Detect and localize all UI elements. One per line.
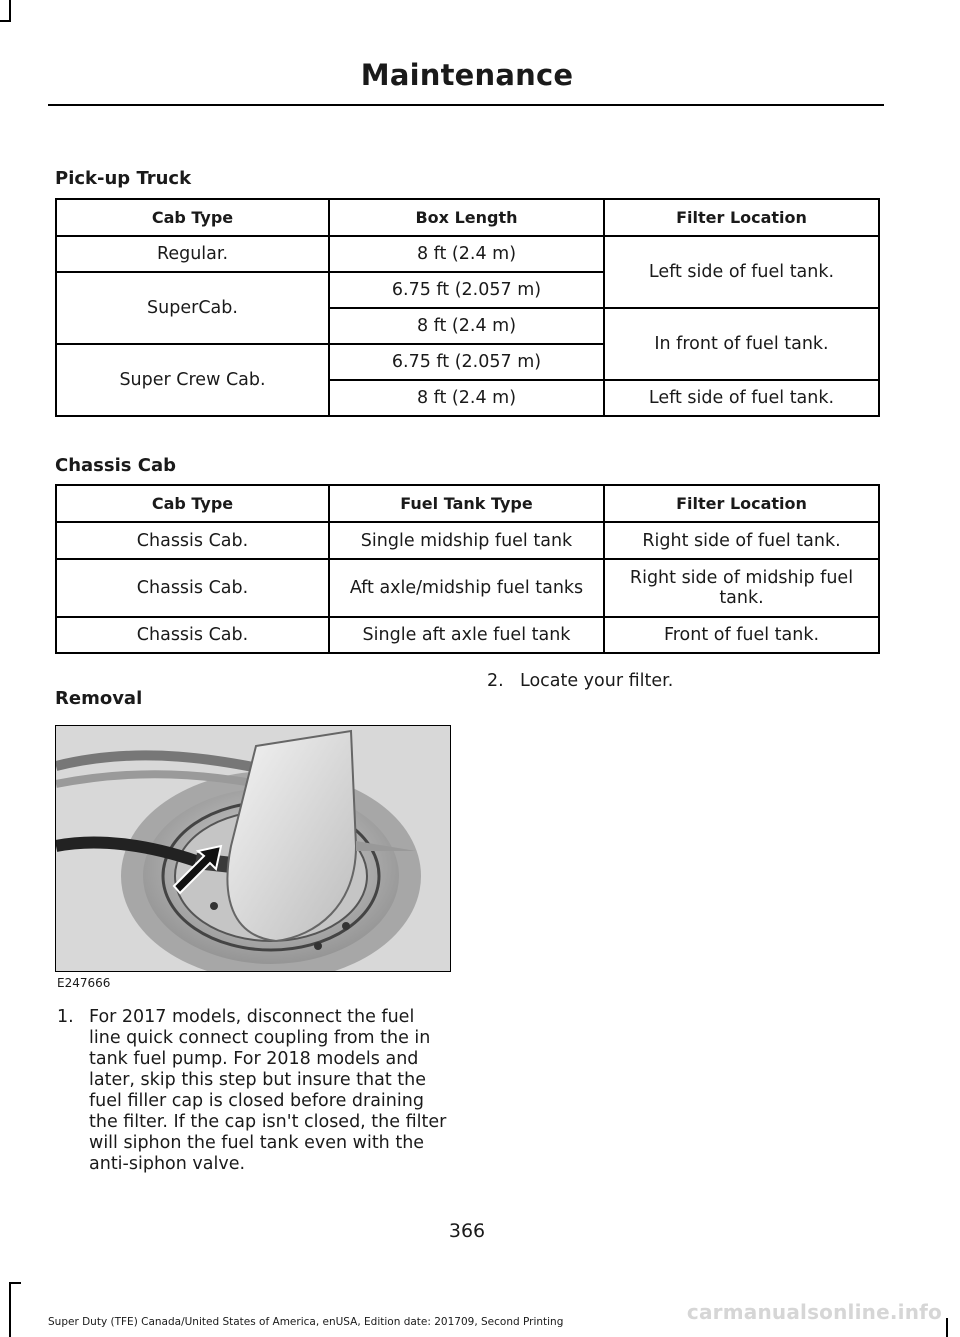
box-length-cell: 6.75 ft (2.057 m) (329, 344, 604, 380)
header-divider (48, 104, 884, 106)
crop-mark-bottom-right-v (946, 1318, 948, 1337)
pickup-heading: Pick-up Truck (55, 168, 192, 189)
box-length-cell: 6.75 ft (2.057 m) (329, 272, 604, 308)
step-2-number: 2. (487, 671, 504, 691)
table-row (56, 559, 879, 617)
step-1-number: 1. (57, 1007, 74, 1027)
footer-edition-info: Super Duty (TFE) Canada/United States of America, enUSA, Edition date: 201709, Second Printing (48, 1316, 564, 1328)
table-row (56, 522, 879, 559)
filter-location-cell: Left side of fuel tank. (604, 380, 879, 416)
filter-location-cell: Left side of fuel tank. (604, 236, 879, 308)
step-2-text: Locate your filter. (520, 671, 674, 691)
cab-type-cell: Super Crew Cab. (56, 344, 329, 416)
cab-type-cell: Chassis Cab. (56, 617, 329, 653)
crop-mark-bottom-left-v (9, 1282, 11, 1337)
box-length-cell: 8 ft (2.4 m) (329, 380, 604, 416)
table-header-row (56, 485, 879, 522)
table-row (56, 236, 879, 272)
column-header: Cab Type (56, 485, 329, 522)
column-header: Fuel Tank Type (329, 485, 604, 522)
crop-mark-top-left-v (9, 0, 11, 22)
box-length-cell: 8 ft (2.4 m) (329, 236, 604, 272)
pickup-table (55, 198, 880, 417)
fuel-tank-type-cell: Aft axle/midship fuel tanks (329, 559, 604, 617)
filter-location-cell: Right side of fuel tank. (604, 522, 879, 559)
table-header-row (56, 199, 879, 236)
cab-type-cell: SuperCab. (56, 272, 329, 344)
filter-location-cell: In front of fuel tank. (604, 308, 879, 380)
removal-heading: Removal (55, 688, 143, 709)
step-2 (487, 671, 882, 696)
page-number: 366 (448, 1220, 486, 1242)
column-header: Box Length (329, 199, 604, 236)
chassis-table (55, 484, 880, 654)
watermark-text: carmanualsonline.info (686, 1300, 942, 1324)
cab-type-cell: Chassis Cab. (56, 522, 329, 559)
fuel-tank-type-cell: Single midship fuel tank (329, 522, 604, 559)
fuel-tank-type-cell: Single aft axle fuel tank (329, 617, 604, 653)
cab-type-cell: Chassis Cab. (56, 559, 329, 617)
column-header: Filter Location (604, 485, 879, 522)
column-header: Cab Type (56, 199, 329, 236)
step-1-text: For 2017 models, disconnect the fuel line quick connect coupling from the in tank fuel pump. For 2018 models and later, skip this step but insure that the fuel filler cap is closed before draining the filter. If the cap isn't closed, the filter will siphon the fuel tank even with the anti-siphon valve. (89, 1007, 447, 1174)
box-length-cell: 8 ft (2.4 m) (329, 308, 604, 344)
crop-mark-top-left-h (0, 20, 11, 22)
filter-location-cell: Right side of midship fuel tank. (604, 559, 879, 617)
filter-location-cell: Front of fuel tank. (604, 617, 879, 653)
fuel-filter-illustration (55, 725, 451, 972)
table-row (56, 617, 879, 653)
step-1 (55, 1007, 450, 1177)
cab-type-cell: Regular. (56, 236, 329, 272)
crop-mark-bottom-left-h (9, 1282, 21, 1284)
column-header: Filter Location (604, 199, 879, 236)
figure-code: E247666 (57, 976, 111, 990)
page-title: Maintenance (360, 58, 574, 92)
chassis-heading: Chassis Cab (55, 455, 176, 476)
